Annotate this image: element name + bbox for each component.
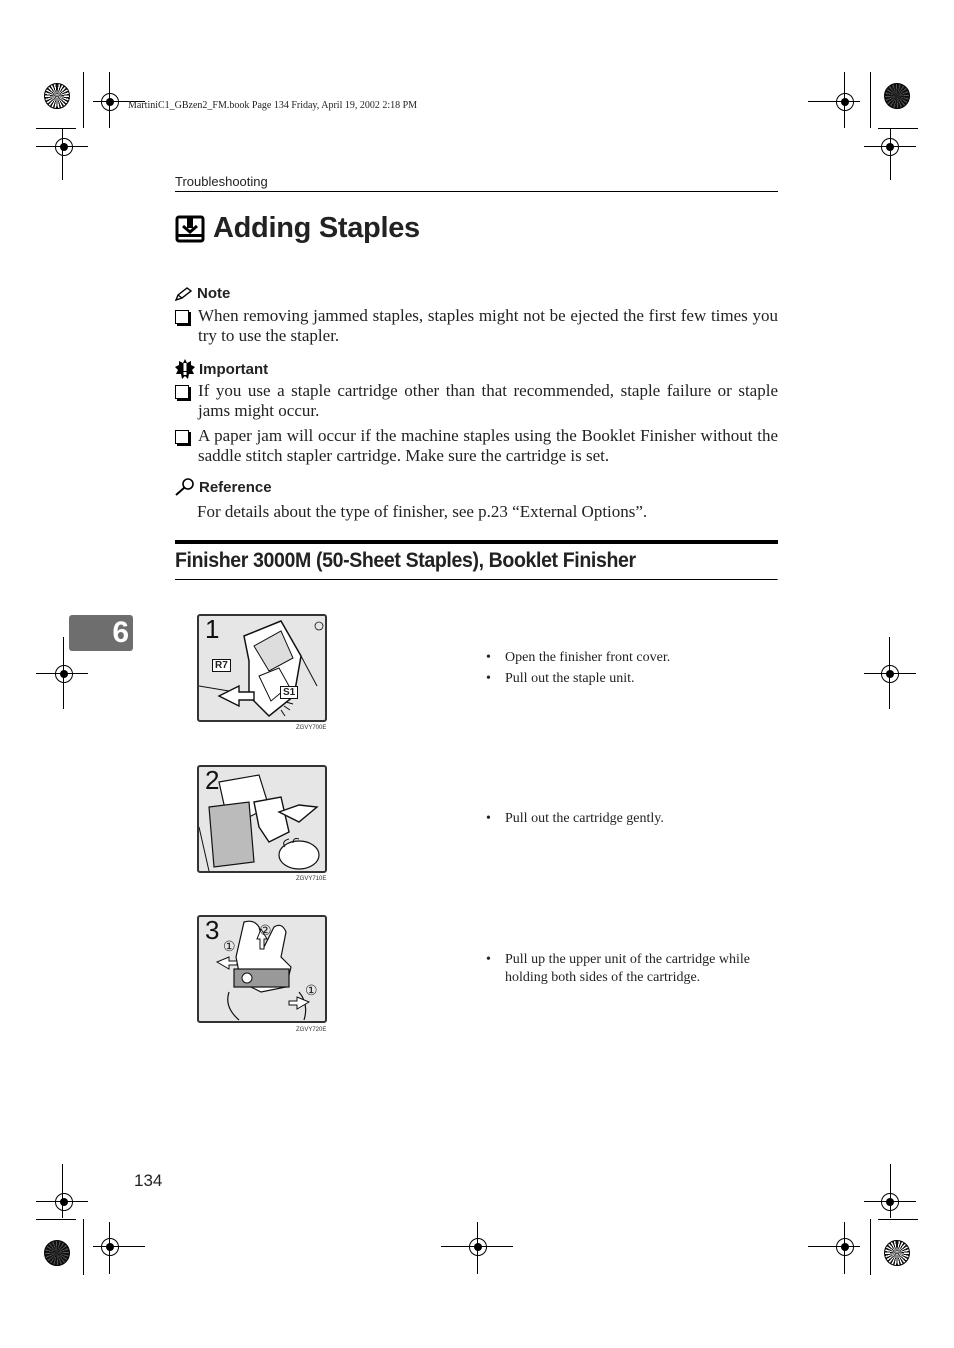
step-1-illustration [197,614,327,722]
section-heading: Finisher 3000M (50-Sheet Staples), Booklet Finisher [175,549,778,580]
list-item: • Pull out the staple unit. [486,670,670,688]
note-label-text: Note [197,285,231,302]
figure-code: ZGVY700E [296,725,327,731]
page-title [175,212,420,245]
checkbox-bullet-icon [175,310,189,324]
pencil-icon [175,287,193,301]
callout-s1: S1 [280,686,298,699]
figure-code: ZGVY710E [296,876,327,882]
registration-mark-icon [881,138,899,156]
troubleshooting-icon [175,214,205,244]
file-header: MartiniC1_GBzen2_FM.book Page 134 Friday, April 19, 2002 2:18 PM [128,100,418,111]
callout-r7: R7 [212,659,231,672]
magnifier-icon [175,478,195,496]
step-3-illustration [197,915,327,1023]
checkbox-bullet-icon [175,430,189,444]
important-label-text: Important [199,360,269,378]
registration-mark-icon [55,665,73,683]
step-number: 2 [205,765,220,795]
list-item: • Pull up the upper unit of the cartridge while holding both sides of the cartridge. [486,951,776,987]
registration-mark-icon [101,93,119,111]
callout-1: ① [223,940,236,955]
cartridge-illustration [199,767,325,871]
registration-star-icon [884,1240,910,1266]
note-item: When removing jammed staples, staples might not be ejected the first few times you try to use the stapler. [175,306,778,346]
important-label [175,359,268,379]
registration-star-icon [884,83,910,109]
step-3-instructions [486,951,776,990]
registration-mark-icon [101,1238,119,1256]
page-title-text: Adding Staples [213,212,420,244]
important-item: A paper jam will occur if the machine staples using the Booklet Finisher without the saddle stitch stapler cartridge. Make sure the cartridge is set. [175,426,778,466]
section-rule [175,540,778,544]
note-label [175,285,230,302]
registration-mark-icon [55,138,73,156]
important-item: If you use a staple cartridge other than that recommended, staple failure or staple jams might occur. [175,381,778,421]
chapter-tab: 6 [69,615,133,651]
reference-text: For details about the type of finisher, see p.23 “External Options”. [197,502,648,521]
important-burst-icon [175,359,195,379]
registration-star-icon [44,83,70,109]
registration-mark-icon [836,93,854,111]
step-number: 3 [205,915,220,945]
step-1-instructions [486,649,670,691]
checkbox-bullet-icon [175,385,189,399]
registration-mark-icon [55,1193,73,1211]
registration-mark-icon [469,1238,487,1256]
registration-mark-icon [836,1238,854,1256]
step-2-illustration [197,765,327,873]
page-number: 134 [134,1171,163,1190]
registration-mark-icon [881,665,899,683]
reference-label [175,478,272,496]
callout-1: ① [305,984,318,999]
running-head: Troubleshooting [175,174,778,192]
list-item: • Open the finisher front cover. [486,649,670,667]
list-item: • Pull out the cartridge gently. [486,810,664,828]
step-2-instructions [486,810,664,831]
callout-2: ② [259,924,272,939]
reference-label-text: Reference [199,478,272,496]
figure-code: ZGVY720E [296,1027,327,1033]
registration-star-icon [44,1240,70,1266]
step-number: 1 [205,614,220,644]
